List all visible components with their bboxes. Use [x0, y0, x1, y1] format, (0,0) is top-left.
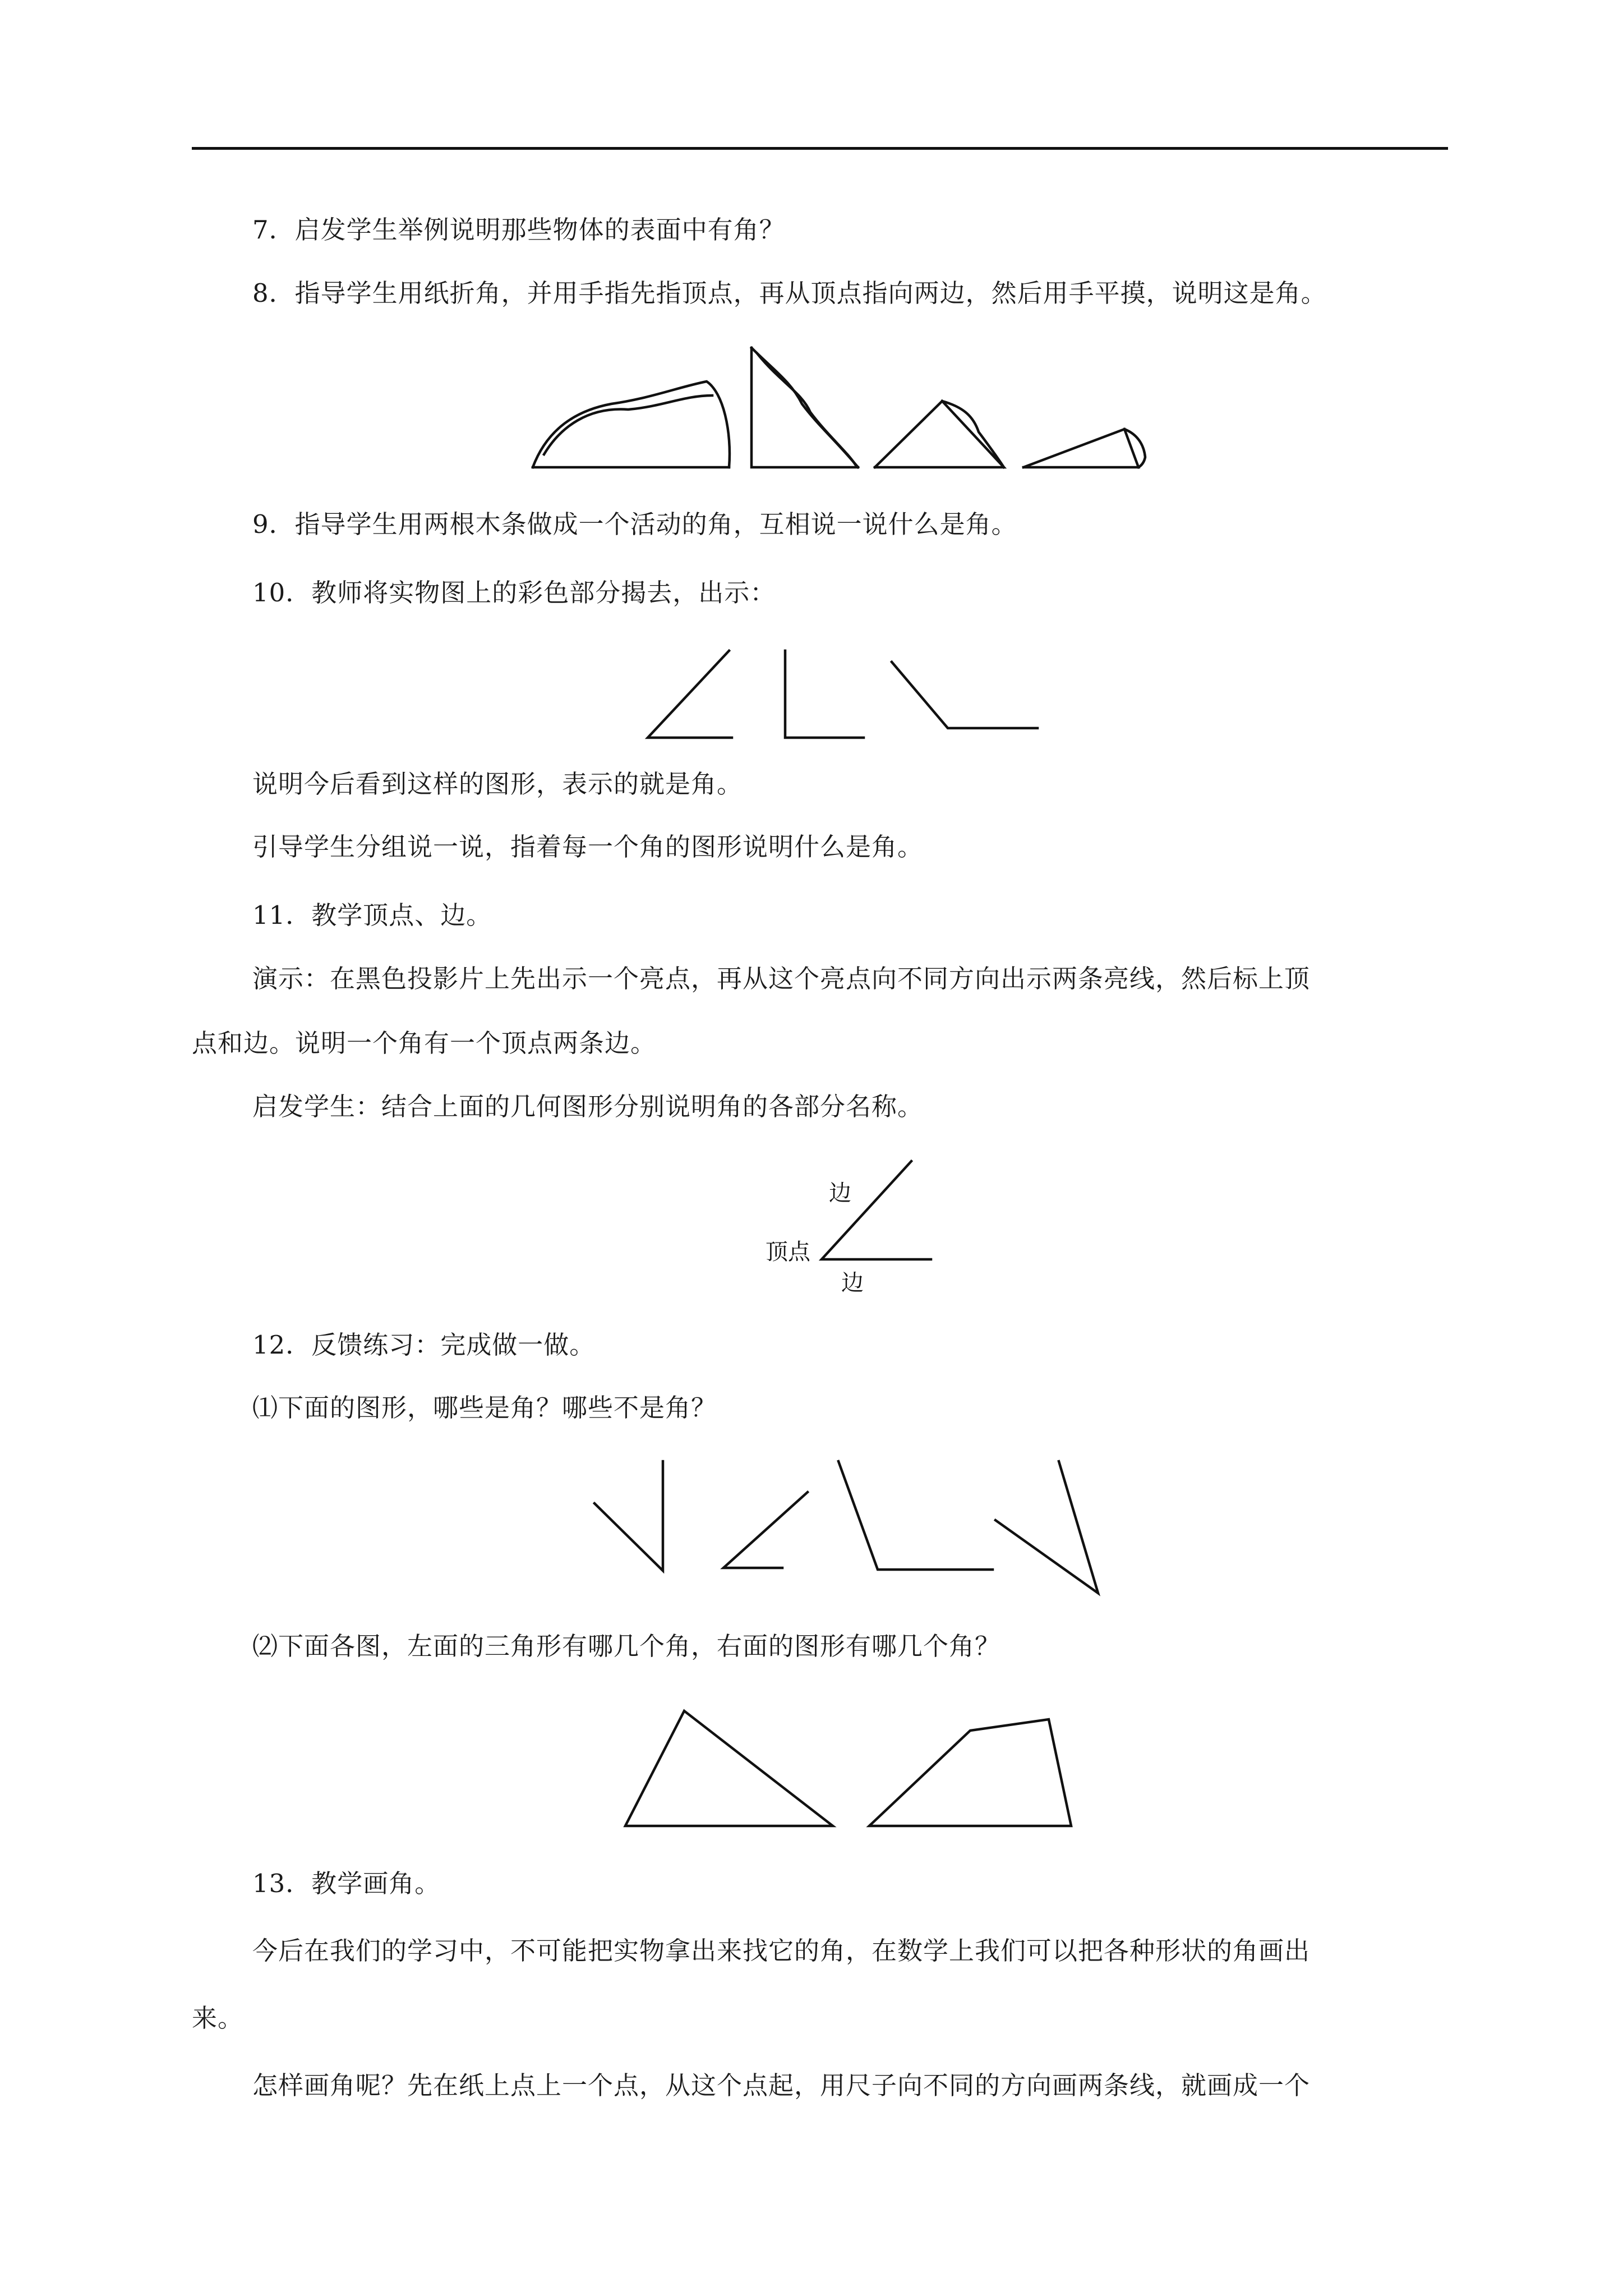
angle-acute — [648, 651, 732, 738]
labeled-angle-figure — [757, 1153, 942, 1310]
item-13-para-2: 来。 — [192, 2003, 244, 2033]
fold-shape-3 — [875, 401, 1004, 467]
item-11: 11．教学顶点、边。 — [252, 900, 492, 930]
item-10-note-1: 说明今后看到这样的图形，表示的就是角。 — [252, 769, 743, 799]
fold-shape-1 — [533, 381, 730, 467]
paper-fold-figure — [522, 342, 1166, 477]
item-13-para-3: 怎样画角呢？先在纸上点上一个点，从这个点起，用尺子向不同的方向画两条线，就画成一个 — [252, 2070, 1311, 2100]
quiz-shape-2 — [723, 1492, 808, 1568]
angle-right — [785, 651, 864, 738]
quadrilateral — [869, 1719, 1071, 1826]
item-12: 12．反馈练习：完成做一做。 — [252, 1330, 596, 1360]
label-side-bottom: 边 — [841, 1270, 864, 1296]
header-rule — [192, 147, 1448, 150]
item-9: 9．指导学生用两根木条做成一个活动的角，互相说一说什么是角。 — [252, 509, 1017, 539]
angle-lines — [822, 1161, 931, 1259]
fold-shape-4 — [1023, 429, 1145, 467]
triangle — [625, 1711, 833, 1826]
three-angles-figure — [634, 639, 1049, 743]
item-12-q1: ⑴下面的图形，哪些是角？哪些不是角？ — [252, 1393, 717, 1423]
quiz-shape-4 — [995, 1461, 1098, 1593]
item-10: 10．教师将实物图上的彩色部分揭去，出示： — [252, 578, 776, 608]
item-11-demo-1: 演示：在黑色投影片上先出示一个亮点，再从这个亮点向不同方向出示两条亮线，然后标上顶 — [252, 964, 1311, 993]
quiz-shape-1 — [594, 1461, 663, 1571]
item-11-prompt: 启发学生：结合上面的几何图形分别说明角的各部分名称。 — [252, 1092, 924, 1121]
label-vertex: 顶点 — [766, 1239, 810, 1265]
item-11-demo-2: 点和边。说明一个角有一个顶点两条边。 — [192, 1028, 657, 1058]
shapes-figure — [617, 1694, 1082, 1834]
fold-shape-2 — [751, 348, 858, 467]
angle-obtuse — [892, 662, 1038, 728]
item-13: 13．教学画角。 — [252, 1869, 441, 1898]
item-10-note-2: 引导学生分组说一说，指着每一个角的图形说明什么是角。 — [252, 832, 924, 862]
item-13-para-1: 今后在我们的学习中，不可能把实物拿出来找它的角，在数学上我们可以把各种形状的角画出 — [252, 1936, 1311, 1966]
quiz-shape-3 — [838, 1461, 993, 1570]
angle-quiz-figure — [583, 1453, 1116, 1604]
label-side-top: 边 — [829, 1180, 851, 1206]
item-12-q2: ⑵下面各图，左面的三角形有哪几个角，右面的图形有哪几个角？ — [252, 1631, 1001, 1661]
item-7: 7．启发学生举例说明那些物体的表面中有角？ — [252, 215, 785, 245]
item-8: 8．指导学生用纸折角，并用手指先指顶点，再从顶点指向两边，然后用手平摸，说明这是角。 — [252, 278, 1327, 308]
